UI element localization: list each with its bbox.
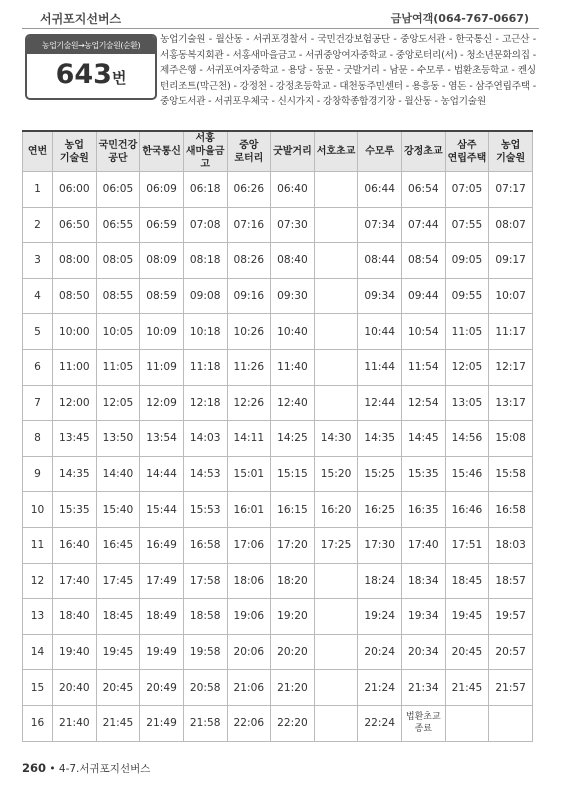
departure-time: 12:40 <box>271 385 315 421</box>
column-header-text: 굿발거리 <box>273 146 312 157</box>
departure-time: 11:00 <box>53 349 97 385</box>
departure-time: 18:49 <box>140 599 184 635</box>
departure-time: 15:44 <box>140 492 184 528</box>
column-header-text: 강정초교 <box>403 146 443 157</box>
departure-time: 18:34 <box>402 563 446 599</box>
departure-time <box>314 599 358 635</box>
departure-time: 11:09 <box>140 349 184 385</box>
departure-time: 18:03 <box>489 527 533 563</box>
departure-time: 12:54 <box>402 385 446 421</box>
table-row <box>23 492 533 528</box>
departure-time: 14:11 <box>227 421 271 457</box>
departure-time <box>314 385 358 421</box>
departure-time: 15:35 <box>402 456 446 492</box>
departure-time: 14:53 <box>183 456 227 492</box>
departure-time: 19:40 <box>53 634 97 670</box>
departure-time <box>445 705 489 741</box>
route-number-suffix: 번 <box>111 69 127 87</box>
departure-time: 06:59 <box>140 207 184 243</box>
column-header-text: 한국통신 <box>142 146 181 157</box>
departure-time: 10:26 <box>227 314 271 350</box>
departure-time: 09:17 <box>489 243 533 279</box>
departure-time: 19:20 <box>271 599 315 635</box>
row-number: 12 <box>23 563 53 599</box>
departure-time: 13:17 <box>489 385 533 421</box>
row-number: 1 <box>23 172 53 208</box>
departure-time: 11:05 <box>445 314 489 350</box>
departure-time <box>314 349 358 385</box>
departure-time: 06:09 <box>140 172 184 208</box>
departure-time <box>314 207 358 243</box>
departure-time: 16:20 <box>314 492 358 528</box>
row-number: 2 <box>23 207 53 243</box>
departure-time: 08:07 <box>489 207 533 243</box>
column-header-text: 공단 <box>108 152 128 164</box>
departure-time: 06:26 <box>227 172 271 208</box>
table-row <box>23 599 533 635</box>
departure-time <box>489 705 533 741</box>
row-number: 6 <box>23 349 53 385</box>
route-number: 643 <box>55 59 112 90</box>
column-header-text: 서홍 <box>195 133 215 144</box>
column-header-text: 농업 <box>500 139 521 151</box>
departure-time <box>314 705 358 741</box>
route-label: 농업기술원→농업기술원(순환) <box>27 36 155 54</box>
departure-time: 13:54 <box>140 421 184 457</box>
departure-time: 15:46 <box>445 456 489 492</box>
departure-time: 18:24 <box>358 563 402 599</box>
departure-time: 08:55 <box>96 278 140 314</box>
table-row <box>23 527 533 563</box>
departure-time: 08:59 <box>140 278 184 314</box>
departure-time: 19:57 <box>489 599 533 635</box>
row-number: 13 <box>23 599 53 635</box>
departure-time: 20:34 <box>402 634 446 670</box>
page-number: 260 <box>22 761 47 775</box>
table-row <box>23 563 533 599</box>
departure-time: 08:09 <box>140 243 184 279</box>
departure-time: 15:35 <box>53 492 97 528</box>
departure-time: 20:58 <box>183 670 227 706</box>
departure-time: 21:20 <box>271 670 315 706</box>
departure-time: 18:57 <box>489 563 533 599</box>
column-header <box>183 131 227 172</box>
departure-time <box>314 563 358 599</box>
departure-time: 10:18 <box>183 314 227 350</box>
departure-time: 17:40 <box>53 563 97 599</box>
departure-time: 17:45 <box>96 563 140 599</box>
departure-time: 16:15 <box>271 492 315 528</box>
column-header-text: 연번 <box>27 146 48 157</box>
departure-time <box>314 634 358 670</box>
departure-time: 15:08 <box>489 421 533 457</box>
column-header <box>53 131 97 172</box>
departure-time: 15:40 <box>96 492 140 528</box>
departure-time: 15:53 <box>183 492 227 528</box>
departure-time: 19:49 <box>140 634 184 670</box>
column-header <box>140 131 184 172</box>
departure-time: 11:05 <box>96 349 140 385</box>
departure-time: 14:56 <box>445 421 489 457</box>
departure-time: 08:40 <box>271 243 315 279</box>
column-header-text: 중앙 <box>239 139 259 151</box>
departure-time: 18:20 <box>271 563 315 599</box>
departure-time: 08:54 <box>402 243 446 279</box>
departure-time: 18:45 <box>96 599 140 635</box>
departure-time: 15:01 <box>227 456 271 492</box>
route-number-wrap <box>27 54 155 90</box>
departure-time: 19:34 <box>402 599 446 635</box>
departure-time: 16:25 <box>358 492 402 528</box>
departure-time: 22:06 <box>227 705 271 741</box>
departure-time: 12:05 <box>445 349 489 385</box>
departure-time: 09:55 <box>445 278 489 314</box>
departure-time: 09:16 <box>227 278 271 314</box>
table-row <box>23 456 533 492</box>
departure-time: 21:24 <box>358 670 402 706</box>
departure-time: 11:26 <box>227 349 271 385</box>
departure-time: 07:55 <box>445 207 489 243</box>
departure-time: 11:18 <box>183 349 227 385</box>
departure-time: 06:54 <box>402 172 446 208</box>
departure-time: 12:44 <box>358 385 402 421</box>
departure-time: 12:17 <box>489 349 533 385</box>
departure-time: 06:18 <box>183 172 227 208</box>
departure-time: 09:34 <box>358 278 402 314</box>
timetable <box>22 130 533 742</box>
column-header <box>489 131 533 172</box>
departure-time: 12:26 <box>227 385 271 421</box>
departure-time: 17:40 <box>402 527 446 563</box>
departure-time: 22:20 <box>271 705 315 741</box>
departure-time: 17:06 <box>227 527 271 563</box>
departure-time: 20:57 <box>489 634 533 670</box>
departure-time: 12:18 <box>183 385 227 421</box>
row-number: 14 <box>23 634 53 670</box>
page-header-title: 서귀포지선버스 <box>40 12 122 26</box>
departure-time: 19:45 <box>96 634 140 670</box>
departure-time: 12:05 <box>96 385 140 421</box>
departure-time: 11:44 <box>358 349 402 385</box>
column-header-text: 로터리 <box>234 152 264 164</box>
departure-time: 17:49 <box>140 563 184 599</box>
departure-time: 14:45 <box>402 421 446 457</box>
table-row <box>23 314 533 350</box>
table-row <box>23 243 533 279</box>
departure-time: 13:50 <box>96 421 140 457</box>
bus-company-contact: 금남여객(064-767-0667) <box>390 12 529 25</box>
departure-time: 10:40 <box>271 314 315 350</box>
departure-time: 20:20 <box>271 634 315 670</box>
column-header-text: 농업 <box>64 139 84 151</box>
departure-time: 22:24 <box>358 705 402 741</box>
departure-time: 12:00 <box>53 385 97 421</box>
departure-time: 16:58 <box>489 492 533 528</box>
departure-time: 06:40 <box>271 172 315 208</box>
departure-time: 16:40 <box>53 527 97 563</box>
departure-time: 19:45 <box>445 599 489 635</box>
column-header-text: 삼주 <box>457 139 477 151</box>
departure-time: 13:05 <box>445 385 489 421</box>
departure-time: 08:26 <box>227 243 271 279</box>
column-header <box>402 131 446 172</box>
departure-time: 20:45 <box>445 634 489 670</box>
departure-time: 07:08 <box>183 207 227 243</box>
departure-time: 14:35 <box>53 456 97 492</box>
departure-time: 16:45 <box>96 527 140 563</box>
departure-time: 20:24 <box>358 634 402 670</box>
timetable-body <box>23 172 533 742</box>
row-number: 16 <box>23 705 53 741</box>
departure-time: 09:08 <box>183 278 227 314</box>
departure-time: 16:35 <box>402 492 446 528</box>
departure-time: 21:49 <box>140 705 184 741</box>
departure-time: 20:40 <box>53 670 97 706</box>
departure-time: 08:44 <box>358 243 402 279</box>
departure-time: 10:00 <box>53 314 97 350</box>
column-header-text: 기술원 <box>496 152 526 164</box>
column-header <box>227 131 271 172</box>
departure-time: 09:30 <box>271 278 315 314</box>
departure-time: 21:34 <box>402 670 446 706</box>
column-header-text: 국민건강 <box>98 139 138 151</box>
departure-time: 13:45 <box>53 421 97 457</box>
departure-time: 14:35 <box>358 421 402 457</box>
table-row <box>23 670 533 706</box>
departure-time: 17:20 <box>271 527 315 563</box>
departure-time: 08:50 <box>53 278 97 314</box>
departure-time: 21:45 <box>445 670 489 706</box>
departure-time: 10:09 <box>140 314 184 350</box>
departure-time <box>314 243 358 279</box>
table-row <box>23 349 533 385</box>
page-footer <box>22 761 150 776</box>
departure-time: 08:18 <box>183 243 227 279</box>
column-header-text: 새마을금고 <box>185 146 225 170</box>
row-number: 9 <box>23 456 53 492</box>
departure-time: 법환초교 종료 <box>402 705 446 741</box>
table-row <box>23 385 533 421</box>
row-number: 8 <box>23 421 53 457</box>
departure-time: 14:40 <box>96 456 140 492</box>
departure-time: 15:58 <box>489 456 533 492</box>
departure-time: 07:05 <box>445 172 489 208</box>
departure-time: 16:46 <box>445 492 489 528</box>
column-header <box>271 131 315 172</box>
footer-section: • 4-7.서귀포지선버스 <box>49 763 151 775</box>
column-header <box>314 131 358 172</box>
header-divider <box>22 28 539 29</box>
departure-time: 21:58 <box>183 705 227 741</box>
departure-time: 18:58 <box>183 599 227 635</box>
departure-time: 16:49 <box>140 527 184 563</box>
row-number: 15 <box>23 670 53 706</box>
departure-time: 09:44 <box>402 278 446 314</box>
departure-time: 19:06 <box>227 599 271 635</box>
departure-time: 08:00 <box>53 243 97 279</box>
departure-time: 18:40 <box>53 599 97 635</box>
departure-time: 07:44 <box>402 207 446 243</box>
row-number: 10 <box>23 492 53 528</box>
table-row <box>23 634 533 670</box>
column-header <box>96 131 140 172</box>
departure-time: 21:45 <box>96 705 140 741</box>
departure-time: 11:54 <box>402 349 446 385</box>
table-row <box>23 172 533 208</box>
row-number: 4 <box>23 278 53 314</box>
departure-time: 17:25 <box>314 527 358 563</box>
column-header <box>445 131 489 172</box>
column-header <box>358 131 402 172</box>
departure-time: 06:44 <box>358 172 402 208</box>
departure-time: 07:17 <box>489 172 533 208</box>
departure-time: 14:25 <box>271 421 315 457</box>
departure-time: 21:40 <box>53 705 97 741</box>
table-row <box>23 207 533 243</box>
column-header-text: 수모루 <box>365 146 395 157</box>
route-badge <box>25 34 157 100</box>
departure-time: 18:45 <box>445 563 489 599</box>
column-header <box>23 131 53 172</box>
departure-time: 10:07 <box>489 278 533 314</box>
departure-time: 21:57 <box>489 670 533 706</box>
timetable-header <box>23 131 533 172</box>
departure-time: 11:17 <box>489 314 533 350</box>
departure-time: 11:40 <box>271 349 315 385</box>
column-header-text: 기술원 <box>59 152 89 164</box>
departure-time: 06:00 <box>53 172 97 208</box>
row-number: 11 <box>23 527 53 563</box>
departure-time: 06:50 <box>53 207 97 243</box>
departure-time: 10:54 <box>402 314 446 350</box>
departure-time: 16:01 <box>227 492 271 528</box>
departure-time: 20:49 <box>140 670 184 706</box>
row-number: 3 <box>23 243 53 279</box>
departure-time: 07:34 <box>358 207 402 243</box>
row-number: 7 <box>23 385 53 421</box>
column-header-text: 서호초교 <box>316 146 356 157</box>
departure-time: 14:44 <box>140 456 184 492</box>
departure-time: 20:06 <box>227 634 271 670</box>
table-row <box>23 421 533 457</box>
departure-time: 15:20 <box>314 456 358 492</box>
table-row <box>23 278 533 314</box>
departure-time: 07:30 <box>271 207 315 243</box>
departure-time <box>314 172 358 208</box>
departure-time <box>314 278 358 314</box>
table-row <box>23 705 533 741</box>
departure-time: 19:58 <box>183 634 227 670</box>
column-header-text: 연립주택 <box>447 152 487 164</box>
departure-time: 21:06 <box>227 670 271 706</box>
route-stops-list: 농업기술원 - 월산동 - 서귀포경찰서 - 국민건강보험공단 - 중앙도서관 - 한국통신 - 고근산 - 서홍동복지회관 - 서홍새마을금고 - 서귀중앙여자중학교 - 중앙로터리(서) - 청소년문화의집 - 제주은행 - 서귀포여자중학교 - 용당 - 동문 - 굿발거리 - 남문 - 수모루 - 법환초등학교 - 켄싱턴리조트(막근천) - 강정천 - 강정초등학교 - 대천동주민센터 - 용흥동 - 염돈 - 삼주연립주택 - 중앙도서관 - 서귀포우체국 - 신시가지 - 강창학종합경기장 - 월산동 - 농업기술원 <box>160 34 536 108</box>
departure-time: 17:30 <box>358 527 402 563</box>
departure-time: 12:09 <box>140 385 184 421</box>
departure-time: 10:05 <box>96 314 140 350</box>
departure-time: 07:16 <box>227 207 271 243</box>
departure-time: 16:58 <box>183 527 227 563</box>
departure-time <box>314 670 358 706</box>
departure-time <box>314 314 358 350</box>
departure-time: 19:24 <box>358 599 402 635</box>
timetable-header-row <box>23 131 533 172</box>
departure-time: 15:25 <box>358 456 402 492</box>
departure-time: 06:05 <box>96 172 140 208</box>
departure-time: 17:58 <box>183 563 227 599</box>
departure-time: 14:03 <box>183 421 227 457</box>
departure-time: 20:45 <box>96 670 140 706</box>
row-number: 5 <box>23 314 53 350</box>
departure-time: 18:06 <box>227 563 271 599</box>
departure-time: 10:44 <box>358 314 402 350</box>
departure-time: 15:15 <box>271 456 315 492</box>
departure-time: 09:05 <box>445 243 489 279</box>
departure-time: 17:51 <box>445 527 489 563</box>
departure-time: 14:30 <box>314 421 358 457</box>
departure-time: 06:55 <box>96 207 140 243</box>
departure-time: 08:05 <box>96 243 140 279</box>
